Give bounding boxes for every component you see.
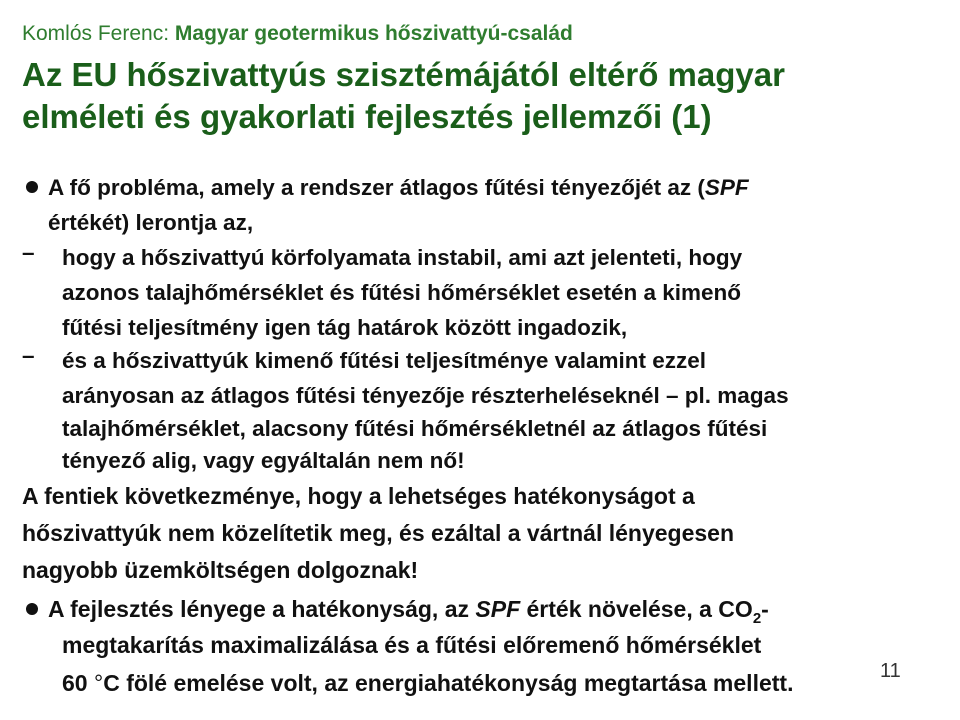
title-line-2: elméleti és gyakorlati fejlesztés jellemzői (1): [22, 98, 712, 135]
dash-marker-1: –: [22, 240, 35, 265]
dash-1-line-2: azonos talajhőmérséklet és fűtési hőmérséklet esetén a kimenő: [62, 280, 742, 305]
dash-2-line-2-text: arányosan az átlagos fűtési tényezője részterheléseknél: [62, 383, 660, 408]
bullet-1-line-2: értékét) lerontja az,: [48, 210, 254, 235]
bullet-dot-2: [26, 603, 38, 615]
bullet-2-line-3: [62, 664, 793, 702]
spf-abbr-2: SPF: [475, 596, 521, 622]
title-line-1: Az EU hőszivattyús szisztémájától eltérő magyar: [22, 56, 785, 93]
dash-2-line-4: tényező alig, vagy egyáltalán nem nő!: [62, 448, 465, 473]
header-author: Komlós Ferenc:: [22, 22, 170, 45]
bullet-2-text-end: -: [761, 596, 769, 622]
dash-1-line-3: fűtési teljesítmény igen tág határok között ingadozik,: [62, 315, 628, 340]
slide-title: [22, 54, 942, 138]
bullet-2-text: A fejlesztés lényege a hatékonyság, az: [48, 596, 469, 622]
dash-marker-2: –: [22, 343, 35, 368]
conclusion-line-2: hőszivattyúk nem közelítetik meg, és ezáltal a vártnál lényegesen: [22, 520, 735, 546]
bullet-1-line-1: [48, 170, 749, 205]
dash-2-line-1: és a hőszivattyúk kimenő fűtési teljesítménye valamint ezzel: [62, 348, 706, 373]
dash-2-line-2-example: pl. magas: [684, 383, 789, 408]
bullet-2-line-2: megtakarítás maximalizálása és a fűtési előremenő hőmérséklet: [62, 632, 762, 658]
slide-number: 11: [880, 660, 901, 682]
conclusion-line-3: nagyobb üzemköltségen dolgoznak!: [22, 557, 419, 583]
dash-2-line-2: arányosan az átlagos fűtési tényezője részterheléseknél – pl. magas: [62, 383, 789, 408]
temperature-value: 60: [62, 670, 88, 696]
dash-1-line-1: hogy a hőszivattyú körfolyamata instabil, ami azt jelenteti, hogy: [62, 245, 743, 270]
bullet-1-text: A fő probléma, amely a rendszer átlagos fűtési tényezőjét az (: [48, 175, 705, 200]
bullet-2-line-3-text: C fölé emelése volt, az energiahatékonyság megtartása mellett.: [103, 670, 794, 696]
degree-symbol: °: [93, 670, 104, 696]
conclusion-line-1: A fentiek következménye, hogy a lehetséges hatékonyságot a: [22, 483, 695, 509]
dash-2-line-3: talajhőmérséklet, alacsony fűtési hőmérsékletnél az átlagos fűtési: [62, 416, 768, 441]
co2-subscript: 2: [752, 610, 762, 627]
spf-abbr: SPF: [704, 175, 749, 200]
slide-header: [22, 22, 573, 46]
bullet-dot-1: [26, 181, 38, 193]
header-series: Magyar geotermikus hőszivattyú-család: [174, 22, 573, 45]
bullet-2-text-mid: érték növelése, a CO: [526, 596, 753, 622]
